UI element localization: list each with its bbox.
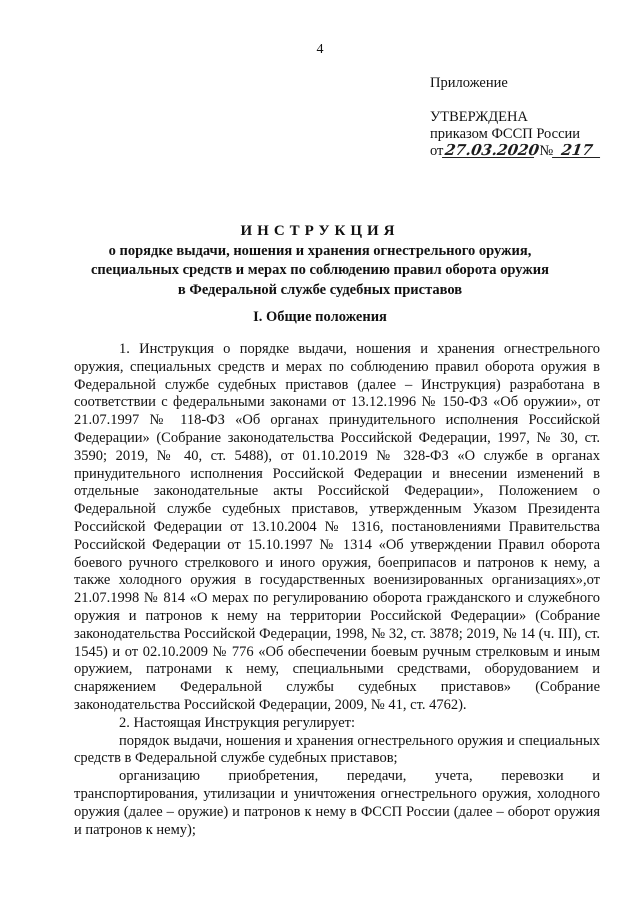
title-line-2: специальных средств и мерах по соблюдению правил оборота оружия bbox=[91, 262, 549, 278]
approved-label: УТВЕРЖДЕНА bbox=[430, 109, 528, 125]
document-body bbox=[74, 341, 600, 839]
appendix-label: Приложение bbox=[430, 75, 508, 91]
date-prefix: от bbox=[430, 143, 444, 159]
paragraph-3: порядок выдачи, ношения и хранения огнестрельного оружия и специальных средств в Федеральной службе судебных приставов; bbox=[74, 732, 600, 767]
paragraph-4: организацию приобретения, передачи, учета, перевозки и транспортирования, утилизации и уничтожения огнестрельного оружия, холодного оружия (далее – оружие) и патронов к нему в ФССП России (далее – оборот оружия и патронов к нему); bbox=[74, 768, 600, 838]
approval-block bbox=[430, 75, 601, 160]
handwritten-date: 27.03.2020 bbox=[444, 141, 541, 159]
title-line-3: в Федеральной службе судебных приставов bbox=[177, 281, 463, 298]
handwritten-number: 217 bbox=[552, 143, 602, 158]
page-number: 4 bbox=[316, 42, 324, 57]
order-label: приказом ФССП России bbox=[430, 126, 581, 142]
paragraph-1: 1. Инструкция о порядке выдачи, ношения и хранения огнестрельного оружия, специальных средств и мерах по соблюдению правил оборота оружия в Федеральной службе судебных приставов (далее – Инструкция) разработана в соответствии с федеральными законами от 13.12.1996 № 150-ФЗ «Об оружии», от 21.07.1997 № 118-ФЗ «Об органах принудительного исполнения Российской Федерации» (Собрание законодательства Российской Федерации, 1997, № 30, ст. 3590; 2019, № 40, ст. 5488), от 01.10.2019 № 328-ФЗ «О службе в органах принудительного исполнения Российской Федерации и внесении изменений в отдельные законодательные акты Российской Федерации», Положением о Федеральной службе судебных приставов, утвержденным Указом Президента Российской Федерации от 13.10.2004 № 1316, постановлениями Правительства Российской Федерации от 15.10.1997 № 1314 «Об утверждении Правил оборота боевого ручного стрелкового и иного оружия, боеприпасов и патронов к нему, а также холодного оружия в государственных военизированных организациях»,от 21.07.1998 № 814 «О мерах по регулированию оборота гражданского и служебного оружия и патронов к нему на территории Российской Федерации» (Собрание законодательства Российской Федерации, 1998, № 32, ст. 3878; 2019, № 14 (ч. III), ст. 1545) и от 02.10.2009 № 776 «Об обеспечении боевым ручным стрелковым и иным оружием, патронами к нему, специальными средствами, оборудованием и снаряжением Федеральной службы судебных приставов» (Собрание законодательства Российской Федерации, 2009, № 41, ст. 4762). bbox=[74, 341, 600, 713]
section-heading: I. Общие положения bbox=[253, 309, 387, 325]
number-prefix: № bbox=[539, 143, 554, 159]
title-line-1: о порядке выдачи, ношения и хранения огнестрельного оружия, bbox=[108, 242, 532, 259]
order-date-number bbox=[430, 143, 601, 160]
document-title: ИНСТРУКЦИЯ bbox=[240, 223, 400, 239]
document-title-block bbox=[0, 222, 640, 300]
paragraph-2: 2. Настоящая Инструкция регулирует: bbox=[119, 714, 356, 731]
